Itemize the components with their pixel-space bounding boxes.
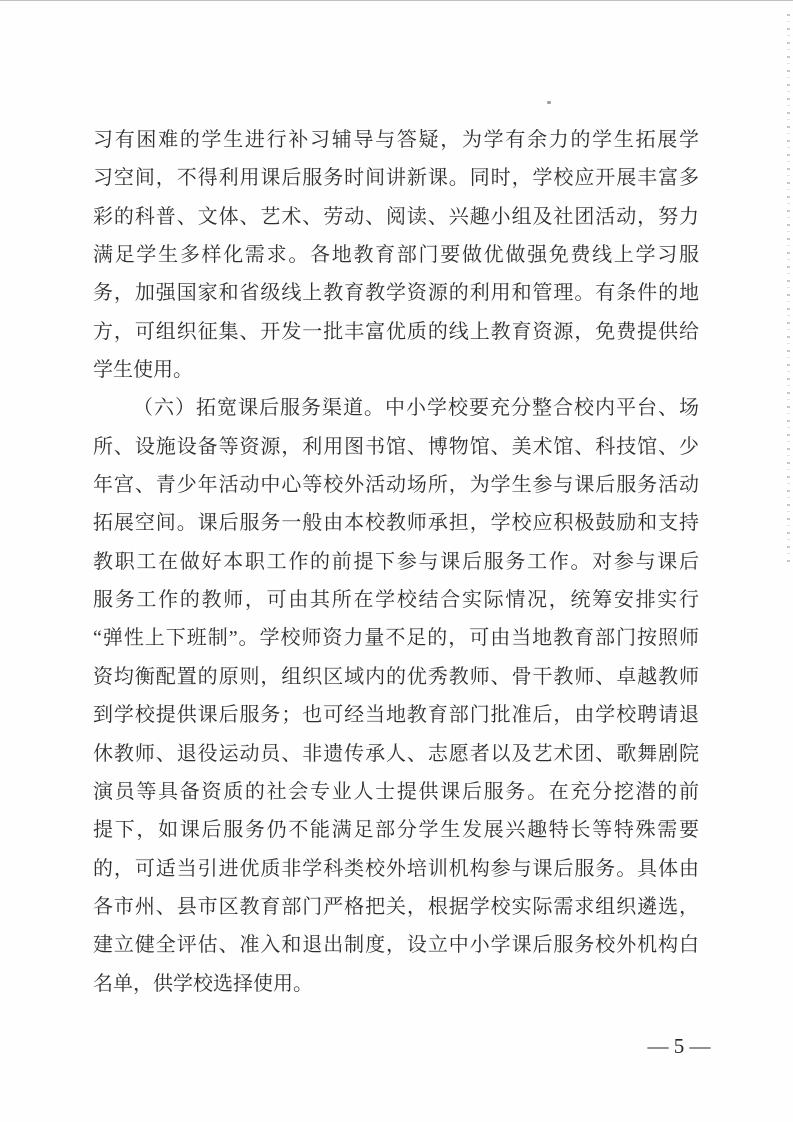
text-line: 习空间，不得利用课后服务时间讲新课。同时，学校应开展丰富多 — [93, 167, 699, 190]
text-line: 建立健全评估、准入和退出制度，设立中小学课后服务校外机构白 — [93, 934, 699, 957]
text-line: 拓展空间。课后服务一般由本校教师承担，学校应积极鼓励和支持 — [93, 512, 699, 535]
page-number: — 5 — — [647, 1034, 711, 1058]
text-line: 各市州、县市区教育部门严格把关，根据学校实际需求组织遴选， — [93, 895, 699, 918]
text-line: 所、设施设备等资源，利用图书馆、博物馆、美术馆、科技馆、少 — [93, 435, 699, 458]
text-line: 务，加强国家和省级线上教育教学资源的利用和管理。有条件的地 — [93, 282, 699, 305]
text-line: 休教师、退役运动员、非遗传承人、志愿者以及艺术团、歌舞剧院 — [93, 742, 699, 765]
text-line: 学生使用。 — [93, 359, 193, 382]
text-line: 资均衡配置的原则，组织区域内的优秀教师、骨干教师、卓越教师 — [93, 665, 699, 688]
text-line: 习有困难的学生进行补习辅导与答疑，为学有余力的学生拓展学 — [93, 129, 699, 151]
text-line: 服务工作的教师，可由其所在学校结合实际情况，统筹安排实行 — [93, 589, 699, 612]
scan-artifact-speck — [547, 101, 551, 104]
text-line: 提下，如课后服务仍不能满足部分学生发展兴趣特长等特殊需要 — [93, 819, 699, 842]
scan-artifact-top-edge-line — [0, 0, 793, 1]
text-line-section-heading: （六）拓宽课后服务渠道。中小学校要充分整合校内平台、场 — [133, 397, 699, 420]
scan-artifact-right-edge-noise — [787, 14, 790, 564]
text-line: 彩的科普、文体、艺术、劳动、阅读、兴趣小组及社团活动，努力 — [93, 205, 699, 228]
text-line: 名单，供学校选择使用。 — [93, 972, 313, 995]
paragraph-section-six — [93, 389, 699, 1003]
text-line: 演员等具备资质的社会专业人士提供课后服务。在充分挖潜的前 — [93, 780, 699, 803]
text-line: 年宫、青少年活动中心等校外活动场所，为学生参与课后服务活动 — [93, 474, 699, 497]
text-line: 方，可组织征集、开发一批丰富优质的线上教育资源，免费提供给 — [93, 320, 699, 343]
paragraph-continuation — [93, 121, 699, 389]
document-body-text — [93, 121, 699, 1003]
text-line: 满足学生多样化需求。各地教育部门要做优做强免费线上学习服 — [93, 244, 699, 267]
text-line: 的，可适当引进优质非学科类校外培训机构参与课后服务。具体由 — [93, 857, 699, 880]
text-line: “弹性上下班制”。学校师资力量不足的，可由当地教育部门按照师 — [93, 627, 699, 650]
text-line: 教职工在做好本职工作的前提下参与课后服务工作。对参与课后 — [93, 550, 699, 573]
text-line: 到学校提供课后服务；也可经当地教育部门批准后，由学校聘请退 — [93, 704, 699, 727]
